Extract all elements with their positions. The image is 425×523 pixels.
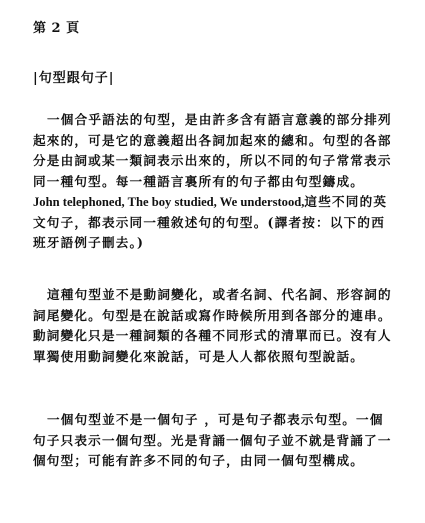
paragraph-2 <box>33 285 395 367</box>
paragraph-3-text: 一個句型並不是一個句子 ，可是句子都表示句型。一個句子只表示一個句型。光是背誦一個句子並不就是背誦了一個句型；可能有許多不同的句子，由同一個句型構成。 <box>33 412 392 468</box>
section-title: |句型跟句子| <box>33 71 115 86</box>
paragraph-3 <box>33 410 395 472</box>
paragraph-1-text-b: 這些不同的英文句子，都表示同一種敘述句的句型。(譯者按：以下的西班牙語例子刪去。) <box>33 194 388 250</box>
paragraph-1-english-examples: John telephoned, The boy studied, We understood, <box>33 195 305 209</box>
page-number: 第 2 頁 <box>33 21 80 36</box>
paragraph-1-text-a: 一個合乎語法的句型，是由許多含有語言意義的部分排列起來的，可是它的意義超出各詞加起來的總和。句型的各部分是由詞或某一類詞表示出來的，所以不同的句子常常表示同一種句型。每一種語言裏所有的句子都由句型鑄成。 <box>33 112 392 189</box>
paragraph-2-text: 這種句型並不是動詞變化，或者名詞、代名詞、形容詞的詞尾變化。句型是在說話或寫作時候所用到各部分的連串。動詞變化只是一種詞類的各種不同形式的清單而已。沒有人單獨使用動詞變化來說話，可是人人都依照句型說話。 <box>33 287 392 364</box>
paragraph-1 <box>33 110 395 254</box>
